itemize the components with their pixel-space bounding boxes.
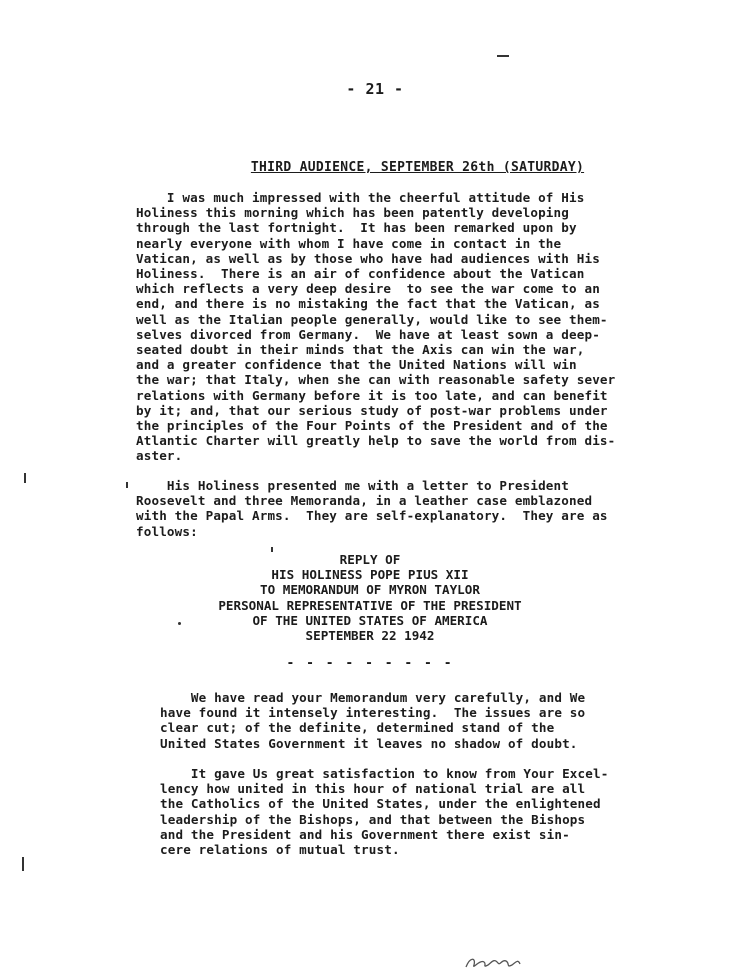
text-line: We have read your Memorandum very carefully, and We xyxy=(160,690,586,705)
paragraph xyxy=(136,190,692,464)
text-line: selves divorced from Germany. We have at least sown a deep- xyxy=(136,326,600,342)
text-line: have found it intensely interesting. The issues are so xyxy=(160,705,586,721)
scan-mark-left-3 xyxy=(22,857,24,871)
text-line: Vatican, as well as by those who have had audiences with His xyxy=(136,250,600,266)
paragraph xyxy=(160,766,668,857)
scan-mark-top xyxy=(497,55,509,57)
page-number: - 21 - xyxy=(346,80,404,98)
text-line: well as the Italian people generally, would like to see them- xyxy=(136,311,608,327)
text-line: Holiness. There is an air of confidence about the Vatican xyxy=(136,266,585,282)
text-line: nearly everyone with whom I have come in contact in the xyxy=(136,235,562,251)
section-heading: THIRD AUDIENCE, SEPTEMBER 26th (SATURDAY) xyxy=(250,160,585,175)
memorandum-title-line: PERSONAL REPRESENTATIVE OF THE PRESIDENT xyxy=(218,597,522,613)
memorandum-title-line: TO MEMORANDUM OF MYRON TAYLOR xyxy=(260,582,480,598)
memorandum-title-line: SEPTEMBER 22 1942 xyxy=(305,628,435,644)
text-line: and the President and his Government there exist sin- xyxy=(160,826,570,842)
text-line: follows: xyxy=(136,523,198,539)
text-line: I was much impressed with the cheerful attitude of His xyxy=(136,190,585,205)
handwritten-initials xyxy=(462,953,524,971)
text-line: the war; that Italy, when she can with reasonable safety sever xyxy=(136,372,616,388)
text-line: the principles of the Four Points of the President and of the xyxy=(136,418,608,434)
text-line: by it; and, that our serious study of post-war problems under xyxy=(136,402,608,418)
text-line: seated doubt in their minds that the Axis can win the war, xyxy=(136,342,585,358)
text-line: His Holiness presented me with a letter to President xyxy=(136,478,569,493)
text-line: relations with Germany before it is too late, and can benefit xyxy=(136,387,608,403)
text-line: Atlantic Charter will greatly help to save the world from dis- xyxy=(136,433,616,449)
memorandum-title-line: OF THE UNITED STATES OF AMERICA xyxy=(252,612,488,628)
text-line: Roosevelt and three Memoranda, in a leather case emblazoned xyxy=(136,493,593,509)
text-line: aster. xyxy=(136,448,183,464)
text-line: which reflects a very deep desire to see the war come to an xyxy=(136,281,600,297)
memorandum-title-line: HIS HOLINESS POPE PIUS XII xyxy=(271,567,469,583)
text-line: through the last fortnight. It has been remarked upon by xyxy=(136,220,577,236)
text-line: and a greater confidence that the United Nations will win xyxy=(136,357,577,373)
text-line: United States Government it leaves no shadow of doubt. xyxy=(160,735,578,751)
memorandum-title xyxy=(0,552,740,643)
text-line: cere relations of mutual trust. xyxy=(160,842,400,858)
text-line: clear cut; of the definite, determined stand of the xyxy=(160,720,555,736)
text-line: with the Papal Arms. They are self-explanatory. They are as xyxy=(136,508,608,524)
text-line: lency how united in this hour of national trial are all xyxy=(160,781,586,797)
text-line: It gave Us great satisfaction to know from Your Excel- xyxy=(160,766,609,781)
memorandum-title-line: REPLY OF xyxy=(339,552,401,567)
dashed-separator: - - - - - - - - - xyxy=(286,656,454,671)
paragraph xyxy=(160,690,656,751)
text-line: end, and there is no mistaking the fact that the Vatican, as xyxy=(136,296,600,312)
text-line: leadership of the Bishops, and that between the Bishops xyxy=(160,811,586,827)
scan-mark-left-2 xyxy=(126,482,128,488)
text-line: the Catholics of the United States, under the enlightened xyxy=(160,796,601,812)
text-line: Holiness this morning which has been patently developing xyxy=(136,205,569,221)
scan-mark-left-1 xyxy=(24,473,26,483)
paragraph xyxy=(136,478,680,539)
